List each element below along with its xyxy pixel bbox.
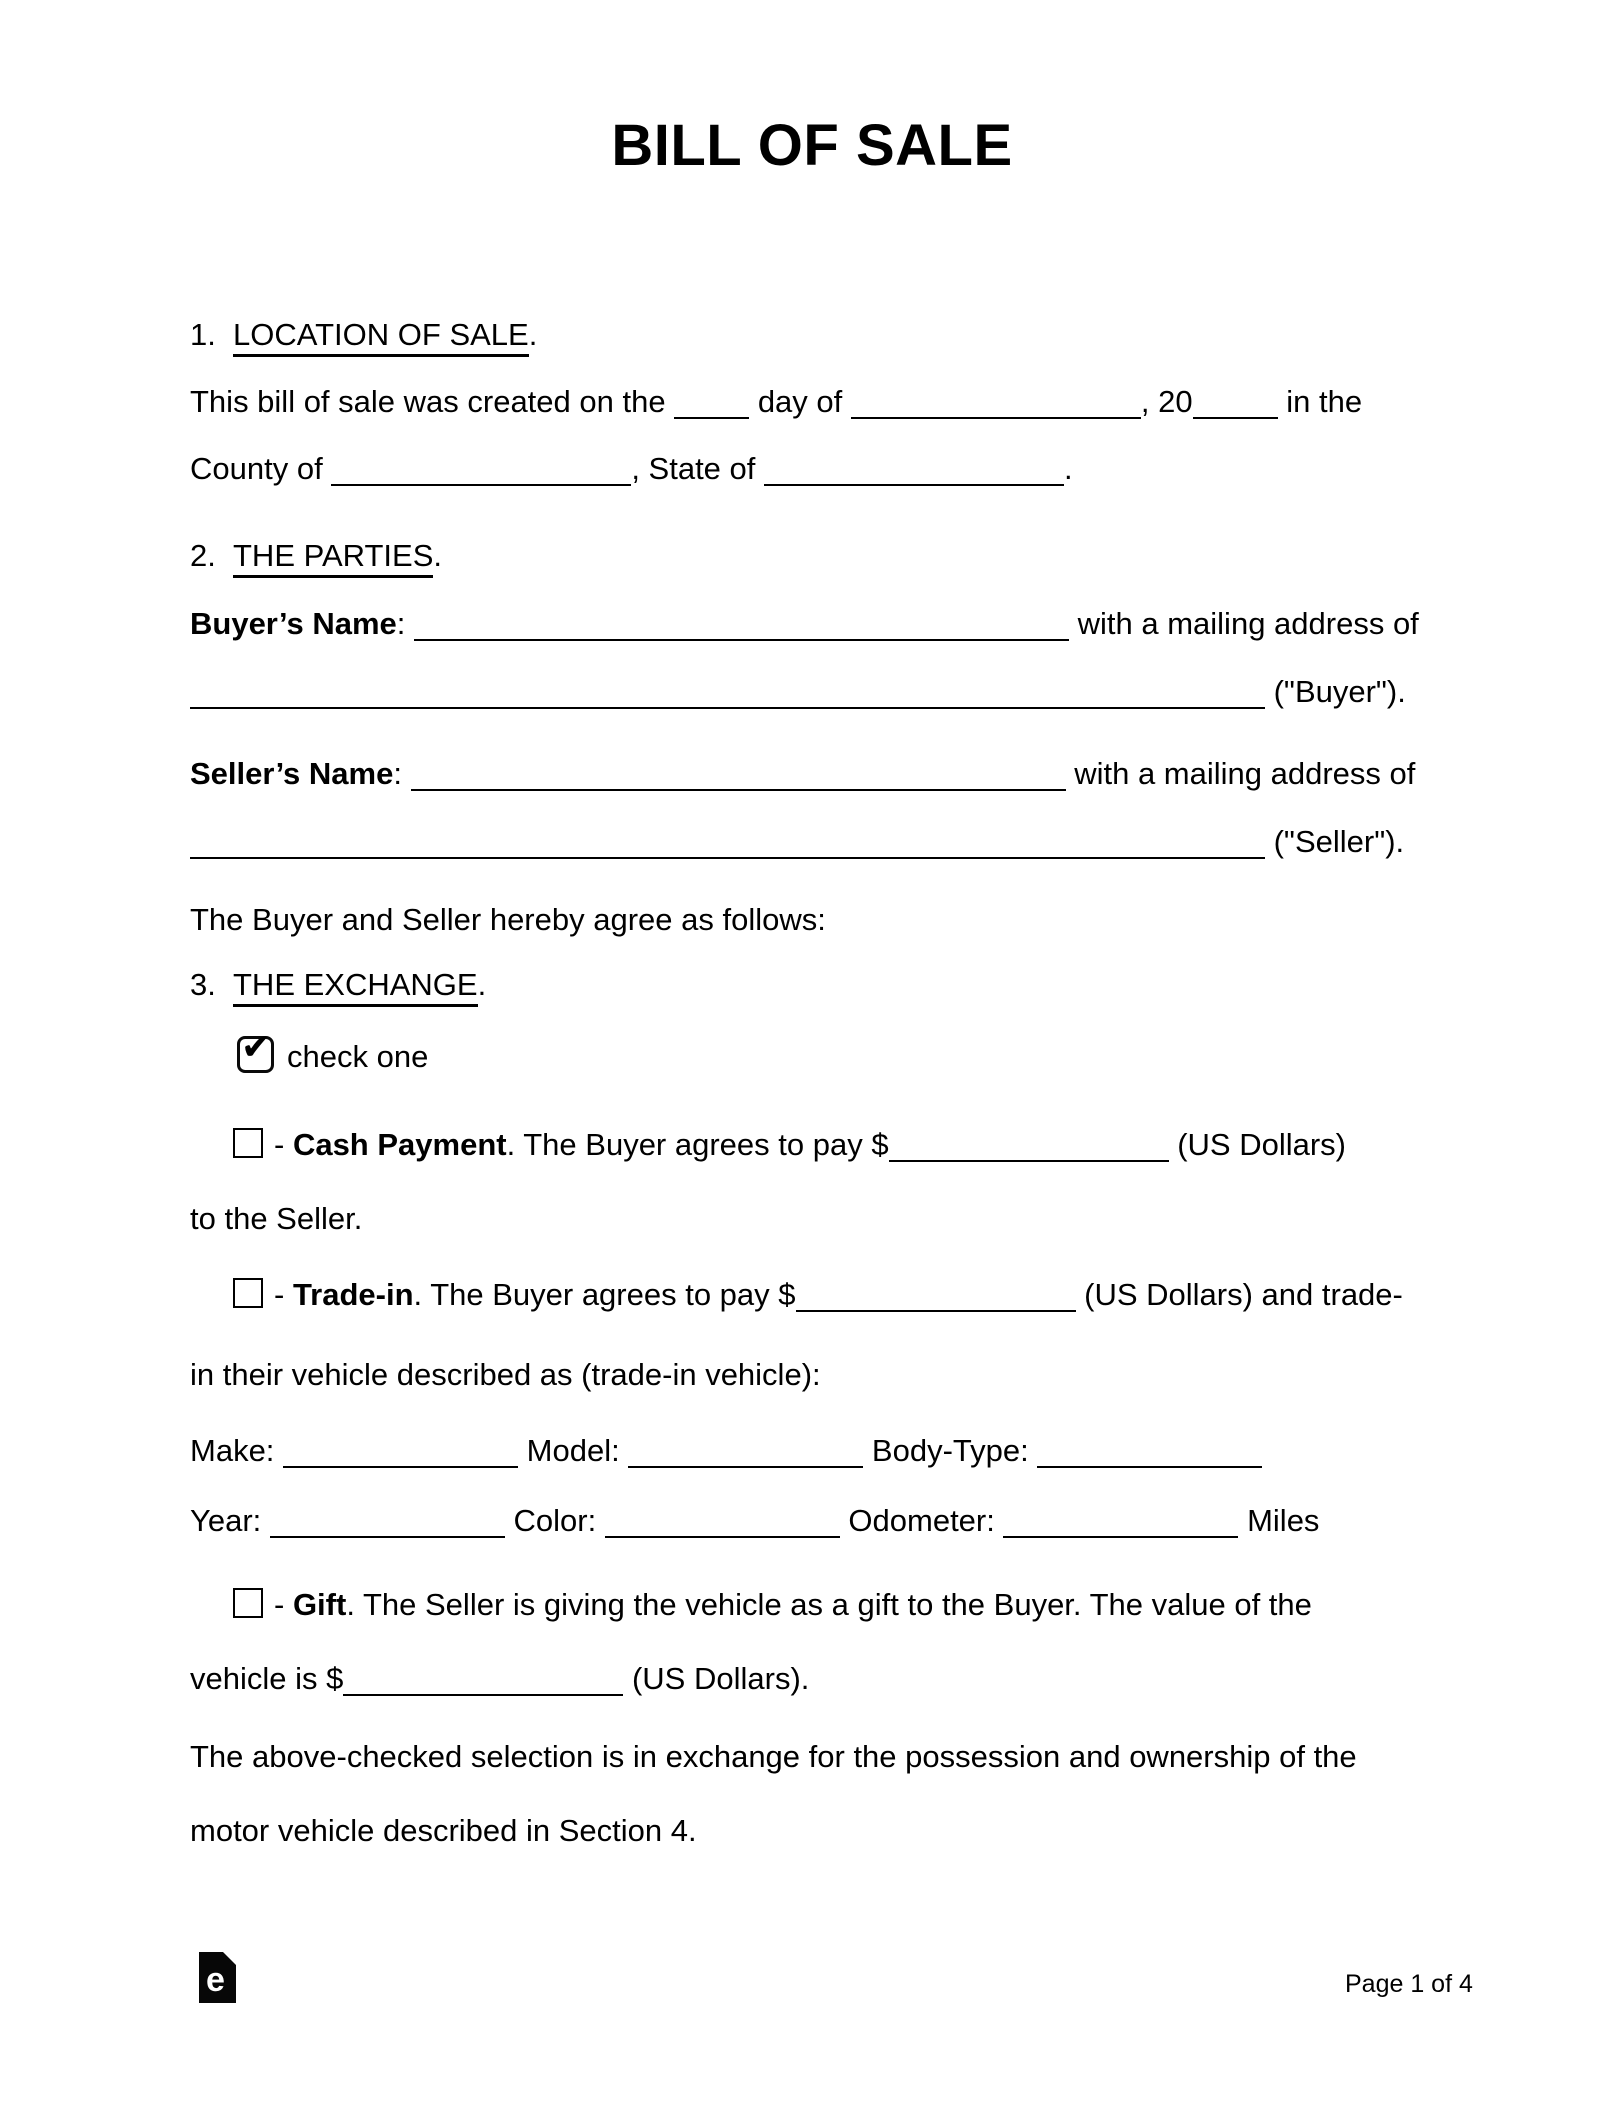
text-run: - [274,1277,293,1312]
miles-label: Miles [1238,1503,1320,1538]
section-3-title: THE EXCHANGE [233,967,478,1007]
text-run: . [477,967,487,1002]
text-run: ("Seller"). [1265,824,1405,859]
agreement-line: The Buyer and Seller hereby agree as follows: [190,902,826,937]
seller-address-line [190,823,1404,862]
odometer-label: Odometer: [839,1503,1004,1538]
check-one-line [237,1027,429,1077]
cash-payment-continuation: to the Seller. [190,1201,363,1236]
vehicle-line-2 [190,1502,1319,1541]
text-run: ("Buyer"). [1265,674,1406,709]
cash-checkbox[interactable] [233,1128,263,1158]
text-run: . [528,317,538,352]
trade-in-label: Trade-in [292,1277,414,1312]
gift-checkbox[interactable] [233,1588,263,1618]
month-blank[interactable] [851,387,1141,419]
section-3-heading [190,966,486,1005]
gift-option-line [233,1586,1312,1625]
cash-amount-blank[interactable] [889,1130,1169,1162]
text-run: : [396,606,415,641]
check-one-label: check one [287,1039,429,1074]
make-blank[interactable] [283,1436,518,1468]
seller-name-line [190,755,1415,794]
text-run: . The Buyer agrees to pay $ [413,1277,796,1312]
text-run: in the [1277,384,1363,419]
closing-line-2: motor vehicle described in Section 4. [190,1813,697,1848]
vehicle-line-1 [190,1432,1262,1471]
odometer-blank[interactable] [1003,1506,1238,1538]
buyer-name-line [190,605,1419,644]
closing-line-1: The above-checked selection is in exchange for the possession and ownership of the [190,1739,1357,1774]
section-3-number: 3. [190,967,216,1002]
text-run: . [433,538,443,573]
text-run: . [1064,451,1073,486]
trade-in-amount-blank[interactable] [796,1280,1076,1312]
document-title: BILL OF SALE [611,113,1013,178]
text-run: with a mailing address of [1069,606,1419,641]
county-blank[interactable] [331,454,631,486]
year-blank[interactable] [1193,387,1278,419]
trade-in-continuation: in their vehicle described as (trade-in vehicle): [190,1357,821,1392]
seller-address-blank[interactable] [190,827,1265,859]
text-run: , State of [631,451,765,486]
date-line [190,383,1362,422]
buyer-name-blank[interactable] [414,609,1069,641]
text-run: - [274,1587,293,1622]
check-one-checkbox[interactable] [237,1027,274,1073]
buyer-address-line [190,673,1406,712]
body-type-label: Body-Type: [863,1433,1038,1468]
trade-in-checkbox[interactable] [233,1278,263,1308]
text-run: (US Dollars) and trade- [1075,1277,1403,1312]
text-run: with a mailing address of [1065,756,1416,791]
buyer-name-label: Buyer’s Name [190,606,397,641]
text-run: . The Buyer agrees to pay $ [506,1127,889,1162]
model-blank[interactable] [628,1436,863,1468]
seller-name-blank[interactable] [411,759,1066,791]
model-label: Model: [518,1433,629,1468]
cash-payment-label: Cash Payment [292,1127,507,1162]
text-run: : [393,756,411,791]
text-run: This bill of sale was created on the [190,384,675,419]
color-label: Color: [504,1503,605,1538]
eforms-logo [199,1952,236,2003]
cash-payment-option-line [233,1126,1346,1165]
text-run: (US Dollars) [1168,1127,1346,1162]
checkmark-icon: ✔ [241,1027,272,1068]
section-2-heading [190,537,442,576]
section-1-heading [190,316,537,355]
section-1-number: 1. [190,317,216,352]
gift-continuation [190,1660,809,1699]
section-2-number: 2. [190,538,216,573]
gift-amount-blank[interactable] [343,1664,623,1696]
section-1-title: LOCATION OF SALE [233,317,529,357]
buyer-address-blank[interactable] [190,677,1265,709]
page-number: Page 1 of 4 [1345,1970,1473,1998]
text-run: day of [749,384,851,419]
color-blank[interactable] [605,1506,840,1538]
text-run: - [274,1127,293,1162]
text-run: vehicle is $ [190,1661,344,1696]
day-blank[interactable] [674,387,749,419]
text-run: . The Seller is giving the vehicle as a gift to the Buyer. The value of the [346,1587,1312,1622]
county-state-line [190,450,1073,489]
text-run: (US Dollars). [623,1661,810,1696]
gift-label: Gift [292,1587,347,1622]
state-blank[interactable] [764,454,1064,486]
text-run: County of [190,451,332,486]
make-label: Make: [190,1433,284,1468]
trade-in-option-line [233,1276,1403,1315]
seller-name-label: Seller’s Name [190,756,394,791]
text-run: , 20 [1140,384,1193,419]
section-2-title: THE PARTIES [233,538,433,578]
year-label: Year: [190,1503,270,1538]
body-type-blank[interactable] [1037,1436,1262,1468]
vehicle-year-blank[interactable] [270,1506,505,1538]
logo-letter: e [206,1961,225,1999]
